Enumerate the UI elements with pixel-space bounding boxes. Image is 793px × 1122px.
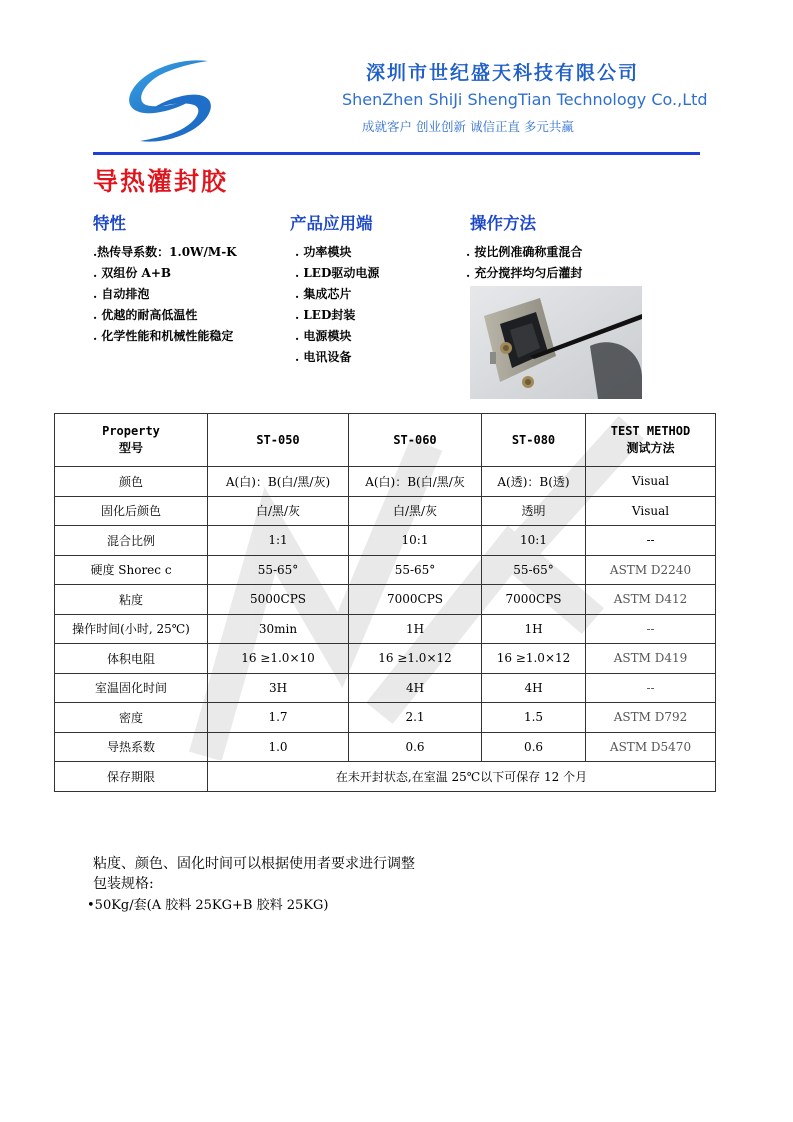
value-cell: 10:1 xyxy=(349,526,482,556)
test-method-cell: -- xyxy=(586,614,716,644)
value-cell: 16 ≥1.0×10 xyxy=(208,644,349,674)
property-name-cell: 体积电阻 xyxy=(55,644,208,674)
value-cell: 3H xyxy=(208,673,349,703)
header-col-1: ST-050 xyxy=(208,414,349,467)
list-item: .热传导系数：1.0W/M-K xyxy=(93,245,237,259)
applications-list xyxy=(295,242,379,368)
value-cell: 1H xyxy=(349,614,482,644)
list-item: . 优越的耐高低温性 xyxy=(93,308,198,322)
table-header-row xyxy=(55,414,716,467)
value-cell: 55-65° xyxy=(482,555,586,585)
value-cell: 55-65° xyxy=(349,555,482,585)
list-item: . 集成芯片 xyxy=(295,287,352,301)
value-cell: A(透)：B(透) xyxy=(482,467,586,497)
table-row xyxy=(55,555,716,585)
list-item: . 充分搅拌均匀后灌封 xyxy=(466,266,583,280)
features-heading: 特性 xyxy=(93,214,126,233)
header-property-en: Property xyxy=(102,424,160,438)
list-item: . 按比例准确称重混合 xyxy=(466,245,583,259)
value-cell: 白/黑/灰 xyxy=(208,496,349,526)
header-col-2: ST-060 xyxy=(349,414,482,467)
value-cell: 7000CPS xyxy=(349,585,482,615)
table-row xyxy=(55,673,716,703)
list-item: . LED封装 xyxy=(295,308,356,322)
header-property-cn: 型号 xyxy=(118,441,143,455)
value-cell: 1:1 xyxy=(208,526,349,556)
value-cell: 白/黑/灰 xyxy=(349,496,482,526)
table-row xyxy=(55,496,716,526)
value-cell: 4H xyxy=(349,673,482,703)
test-method-cell: ASTM D2240 xyxy=(586,555,716,585)
test-method-cell: ASTM D792 xyxy=(586,703,716,733)
test-method-cell: -- xyxy=(586,673,716,703)
packaging-label: 包装规格: xyxy=(93,876,154,892)
property-name-cell: 操作时间(小时, 25℃) xyxy=(55,614,208,644)
company-name-en: ShenZhen ShiJi ShengTian Technology Co.,Ltd xyxy=(342,90,708,109)
header-col-3: ST-080 xyxy=(482,414,586,467)
value-cell: 0.6 xyxy=(349,732,482,762)
storage-value: 在未开封状态,在室温 25℃以下可保存 12 个月 xyxy=(208,762,716,792)
table-row-storage xyxy=(55,762,716,792)
property-name-cell: 粘度 xyxy=(55,585,208,615)
list-item: . 自动排泡 xyxy=(93,287,150,301)
table-row xyxy=(55,467,716,497)
table-row xyxy=(55,703,716,733)
list-item: . 功率模块 xyxy=(295,245,352,259)
value-cell: 1.7 xyxy=(208,703,349,733)
value-cell: 16 ≥1.0×12 xyxy=(482,644,586,674)
value-cell: 1.0 xyxy=(208,732,349,762)
list-item: . LED驱动电源 xyxy=(295,266,380,280)
property-name-cell: 颜色 xyxy=(55,467,208,497)
test-method-cell: Visual xyxy=(586,496,716,526)
packaging-item: •50Kg/套(A 胶料 25KG+B 胶料 25KG) xyxy=(87,898,329,913)
header-method-en: TEST METHOD xyxy=(610,424,691,438)
test-method-cell: ASTM D412 xyxy=(586,585,716,615)
header-method-cn: 测试方法 xyxy=(626,441,675,455)
value-cell: A(白)：B(白/黑/灰 xyxy=(349,467,482,497)
value-cell: 2.1 xyxy=(349,703,482,733)
property-name-cell: 导热系数 xyxy=(55,732,208,762)
features-list xyxy=(93,242,237,347)
header-divider xyxy=(93,152,700,155)
adjust-note: 粘度、颜色、固化时间可以根据使用者要求进行调整 xyxy=(93,856,415,872)
value-cell: 55-65° xyxy=(208,555,349,585)
table-row xyxy=(55,644,716,674)
value-cell: 7000CPS xyxy=(482,585,586,615)
property-name-cell: 室温固化时间 xyxy=(55,673,208,703)
value-cell: 30min xyxy=(208,614,349,644)
property-name-cell: 固化后颜色 xyxy=(55,496,208,526)
value-cell: 1.5 xyxy=(482,703,586,733)
product-photo xyxy=(470,286,642,399)
value-cell: A(白)：B(白/黑/灰) xyxy=(208,467,349,497)
value-cell: 0.6 xyxy=(482,732,586,762)
test-method-cell: ASTM D5470 xyxy=(586,732,716,762)
value-cell: 10:1 xyxy=(482,526,586,556)
header-method xyxy=(586,414,716,467)
test-method-cell: ASTM D419 xyxy=(586,644,716,674)
value-cell: 1H xyxy=(482,614,586,644)
company-slogan: 成就客户 创业创新 诚信正直 多元共赢 xyxy=(362,119,574,134)
storage-label: 保存期限 xyxy=(55,762,208,792)
table-row xyxy=(55,732,716,762)
value-cell: 5000CPS xyxy=(208,585,349,615)
header-property xyxy=(55,414,208,467)
value-cell: 4H xyxy=(482,673,586,703)
property-name-cell: 密度 xyxy=(55,703,208,733)
table-row xyxy=(55,526,716,556)
test-method-cell: -- xyxy=(586,526,716,556)
list-item: . 双组份 A+B xyxy=(93,266,172,280)
value-cell: 16 ≥1.0×12 xyxy=(349,644,482,674)
property-name-cell: 硬度 Shorec c xyxy=(55,555,208,585)
operation-heading: 操作方法 xyxy=(470,214,536,233)
operation-list xyxy=(466,242,582,284)
property-name-cell: 混合比例 xyxy=(55,526,208,556)
document-title: 导热灌封胶 xyxy=(93,167,229,196)
list-item: . 电讯设备 xyxy=(295,350,352,364)
company-name-cn: 深圳市世纪盛天科技有限公司 xyxy=(366,62,640,84)
applications-heading: 产品应用端 xyxy=(290,214,373,233)
test-method-cell: Visual xyxy=(586,467,716,497)
table-row xyxy=(55,614,716,644)
list-item: . 电源模块 xyxy=(295,329,352,343)
company-logo-icon xyxy=(120,55,220,147)
value-cell: 透明 xyxy=(482,496,586,526)
list-item: . 化学性能和机械性能稳定 xyxy=(93,329,234,343)
table-row xyxy=(55,585,716,615)
properties-table xyxy=(54,413,716,792)
